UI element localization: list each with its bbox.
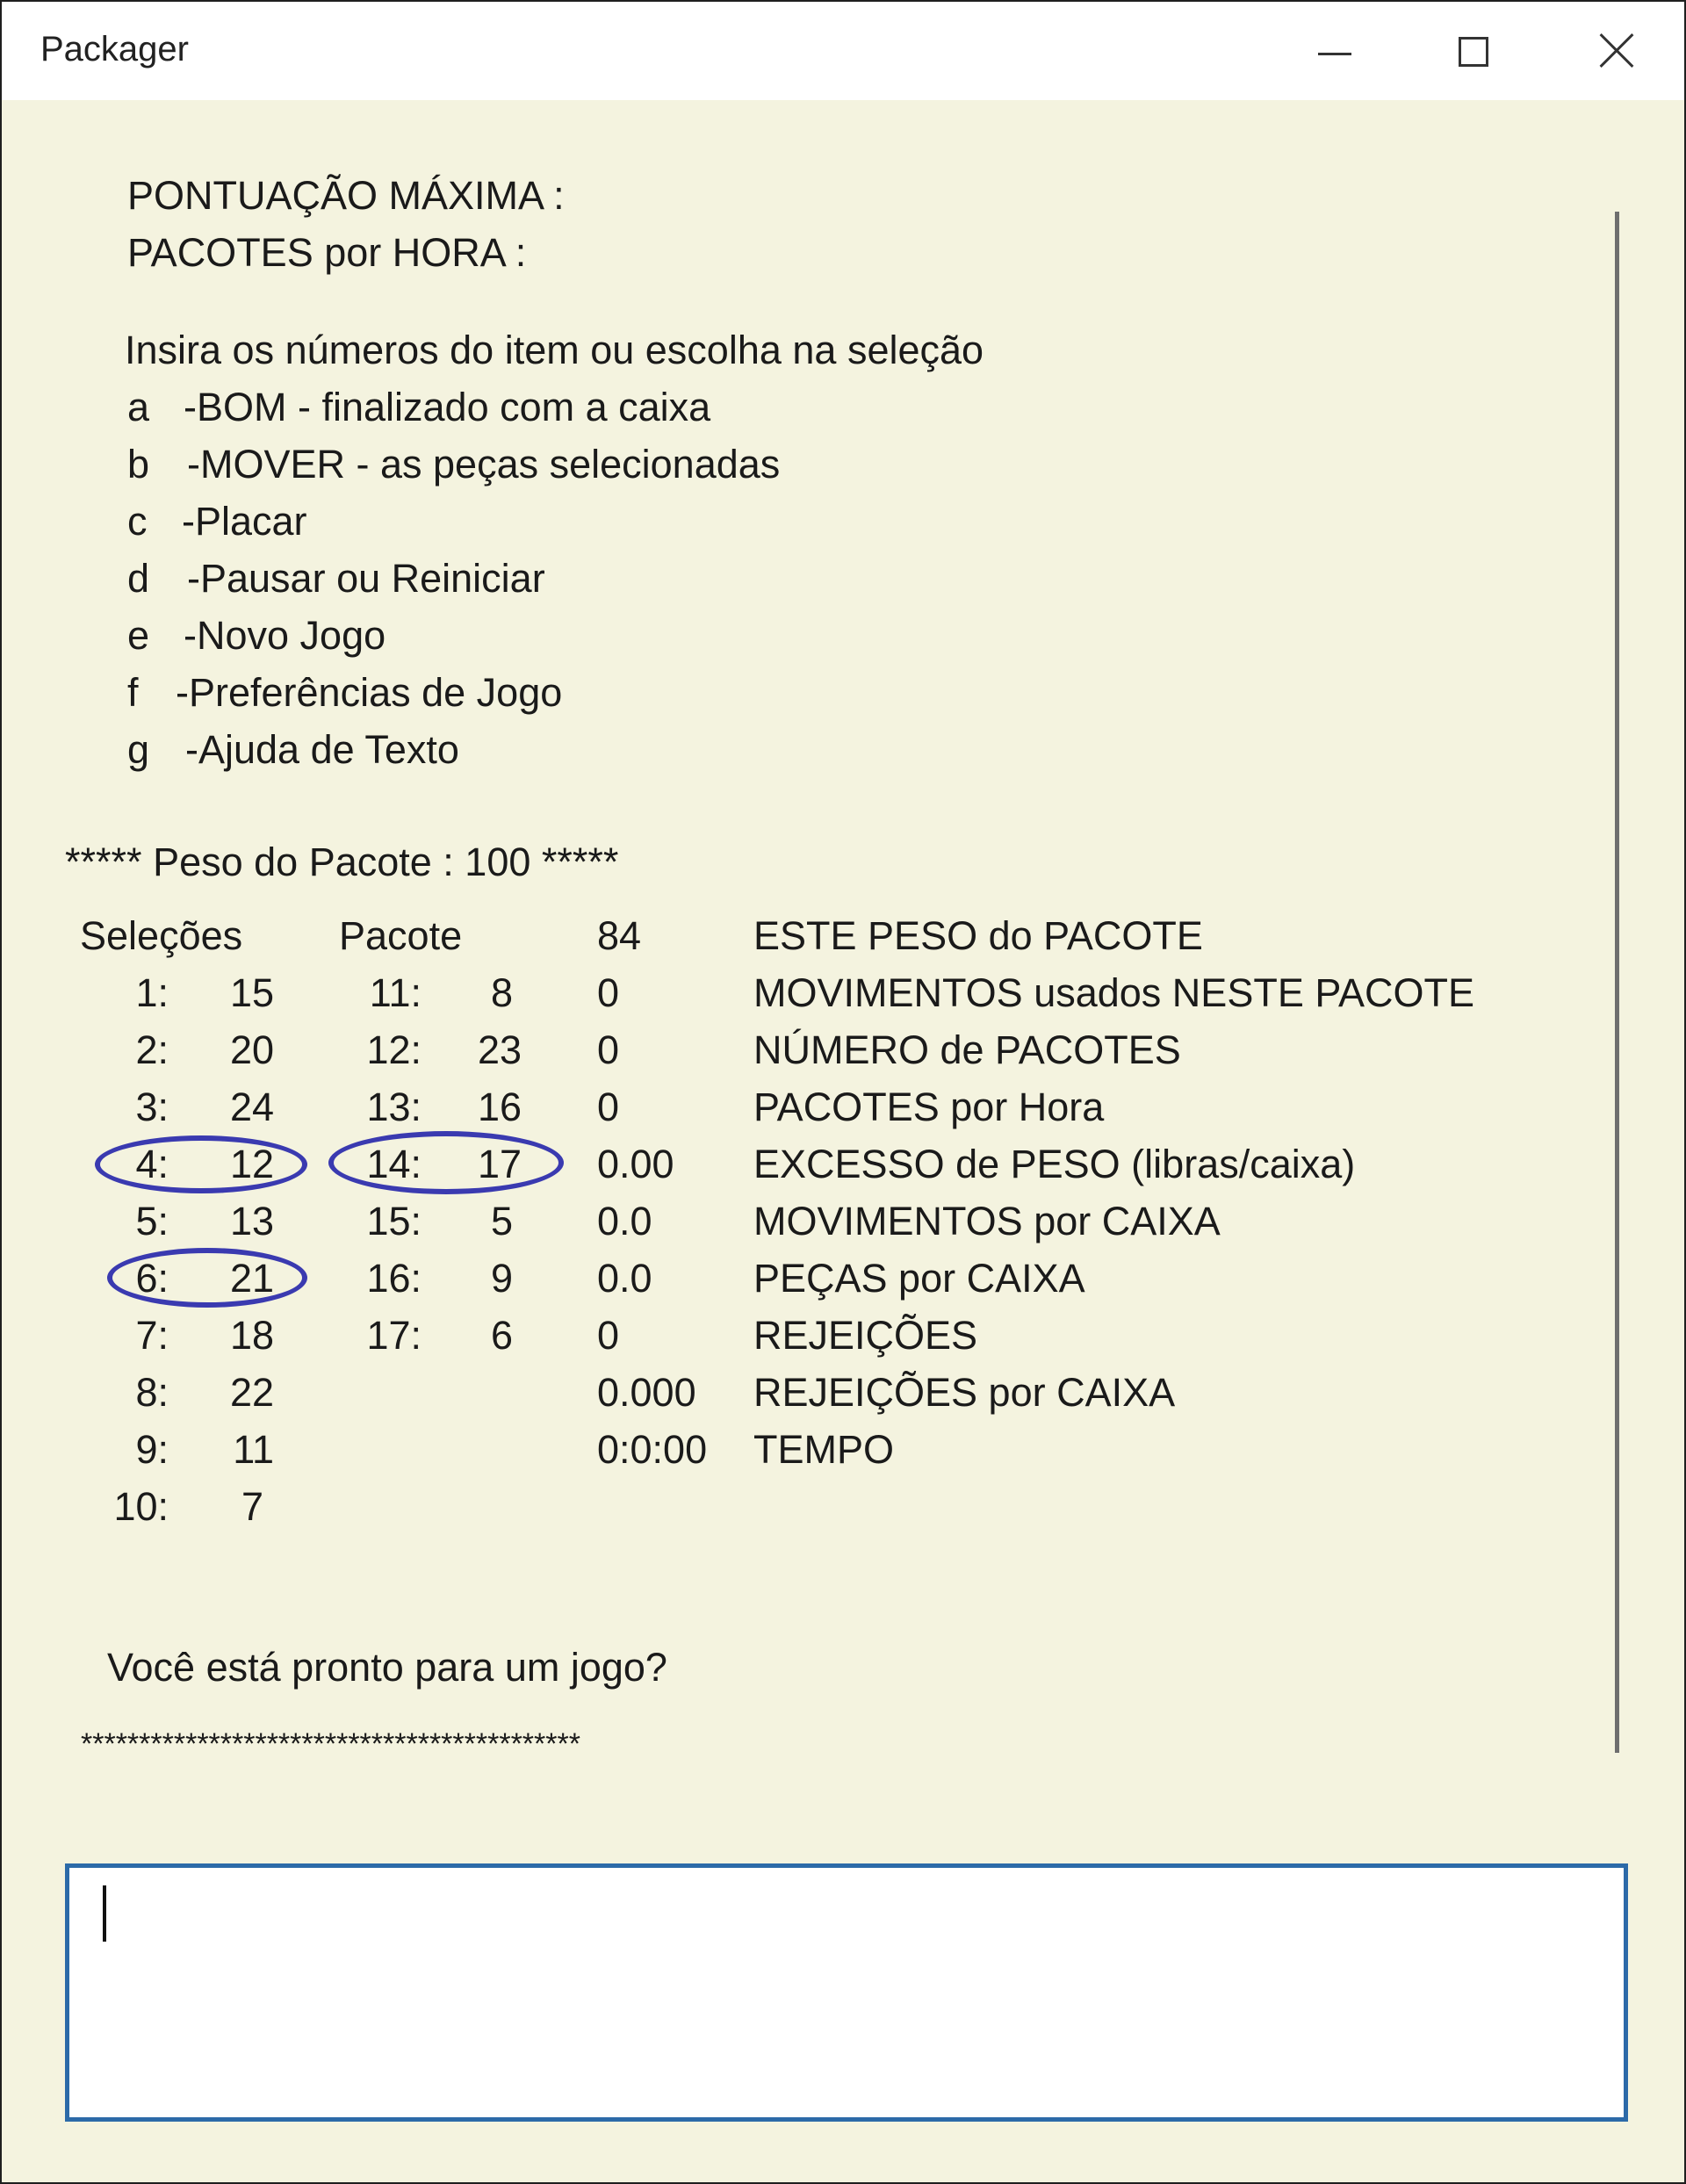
selection-value: 18 (229, 1313, 274, 1358)
menu-item-key: d (127, 556, 150, 601)
stat-value: 0 (597, 970, 620, 1015)
selection-value: 22 (229, 1370, 274, 1415)
menu-item-key: e (127, 613, 150, 658)
stat-label: PACOTES por Hora (753, 1085, 1105, 1129)
selection-number: 6: (135, 1256, 169, 1301)
menu-item-label: -BOM - finalizado com a caixa (184, 385, 711, 429)
stat-label: REJEIÇÕES (753, 1313, 978, 1358)
window-title: Packager (40, 30, 189, 68)
title-bar[interactable] (2, 2, 1684, 100)
package-value: 9 (490, 1256, 513, 1301)
selection-circle-6 (107, 1248, 307, 1308)
stat-value: 0.00 (597, 1142, 674, 1186)
menu-item-label: -Placar (182, 499, 307, 544)
selection-number: 2: (135, 1027, 169, 1072)
selection-circle-14 (328, 1131, 564, 1194)
selection-value: 21 (229, 1256, 274, 1301)
selection-number: 9: (135, 1427, 169, 1472)
selection-number: 5: (135, 1199, 169, 1243)
package-number: 16: (366, 1256, 422, 1301)
package-number: 17: (366, 1313, 422, 1358)
package-number: 14: (366, 1142, 422, 1186)
minimize-button[interactable] (1264, 2, 1404, 100)
stat-label: EXCESSO de PESO (libras/caixa) (753, 1142, 1356, 1186)
close-button[interactable] (1545, 2, 1685, 100)
package-value: 23 (477, 1027, 522, 1072)
package-weight-line: ***** Peso do Pacote : 100 ***** (65, 840, 619, 884)
stat-label: ESTE PESO do PACOTE (753, 913, 1203, 958)
selection-number: 8: (135, 1370, 169, 1415)
package-value: 5 (490, 1199, 513, 1243)
stat-label: REJEIÇÕES por CAIXA (753, 1370, 1176, 1415)
menu-item-label: -Ajuda de Texto (185, 727, 459, 772)
package-number: 13: (366, 1085, 422, 1129)
menu-item-label: -MOVER - as peças selecionadas (187, 442, 781, 487)
stat-label: TEMPO (753, 1427, 895, 1472)
menu-item-label: -Novo Jogo (184, 613, 386, 658)
menu-item-label: -Preferências de Jogo (176, 670, 563, 715)
package-number: 11: (369, 970, 422, 1015)
stat-value: 0:0:00 (597, 1427, 708, 1472)
stat-label: MOVIMENTOS usados NESTE PACOTE (753, 970, 1475, 1015)
scrollbar[interactable] (1615, 212, 1619, 1753)
stat-value: 0 (597, 1027, 620, 1072)
minimize-icon (1318, 53, 1351, 55)
selection-value: 15 (229, 970, 274, 1015)
menu-item-key: g (127, 727, 150, 772)
stat-value: 84 (597, 913, 642, 958)
selection-number: 7: (135, 1313, 169, 1358)
package-header: Pacote (339, 913, 463, 958)
selection-value: 12 (229, 1142, 274, 1186)
menu-item-key: c (127, 499, 148, 544)
stat-value: 0.0 (597, 1199, 652, 1243)
package-number: 12: (366, 1027, 422, 1072)
menu-item-key: a (127, 385, 150, 429)
high-score-label: PONTUAÇÃO MÁXIMA : (127, 173, 565, 218)
selection-value: 11 (233, 1427, 274, 1472)
stat-value: 0.0 (597, 1256, 652, 1301)
maximize-button[interactable] (1404, 2, 1545, 100)
stat-label: NÚMERO de PACOTES (753, 1027, 1181, 1072)
selection-number: 3: (135, 1085, 169, 1129)
selection-circle-4 (95, 1135, 307, 1193)
stat-value: 0 (597, 1313, 620, 1358)
text-caret (103, 1885, 106, 1942)
selection-value: 7 (241, 1484, 263, 1529)
command-input[interactable] (65, 1863, 1628, 2122)
selection-number: 10: (113, 1484, 169, 1529)
stat-value: 0.000 (597, 1370, 696, 1415)
selection-number: 1: (135, 970, 169, 1015)
menu-item-key: b (127, 442, 150, 487)
package-value: 8 (490, 970, 513, 1015)
stat-value: 0 (597, 1085, 620, 1129)
ready-prompt: Você está pronto para um jogo? (107, 1645, 667, 1690)
stat-label: PEÇAS por CAIXA (753, 1256, 1085, 1301)
package-value: 6 (490, 1313, 513, 1358)
menu-intro: Insira os números do item ou escolha na seleção (125, 328, 984, 372)
separator-line: ******************************************* (81, 1727, 580, 1761)
package-value: 17 (477, 1142, 522, 1186)
selections-header: Seleções (80, 913, 243, 958)
maximize-icon (1459, 37, 1488, 67)
close-icon (1599, 33, 1634, 68)
menu-item-key: f (127, 670, 139, 715)
stat-label: MOVIMENTOS por CAIXA (753, 1199, 1221, 1243)
package-value: 16 (477, 1085, 522, 1129)
packages-per-hour-label: PACOTES por HORA : (127, 230, 527, 275)
selection-number: 4: (135, 1142, 169, 1186)
selection-value: 20 (229, 1027, 274, 1072)
package-number: 15: (366, 1199, 422, 1243)
menu-item-label: -Pausar ou Reiniciar (187, 556, 545, 601)
selection-value: 24 (229, 1085, 274, 1129)
selection-value: 13 (229, 1199, 274, 1243)
